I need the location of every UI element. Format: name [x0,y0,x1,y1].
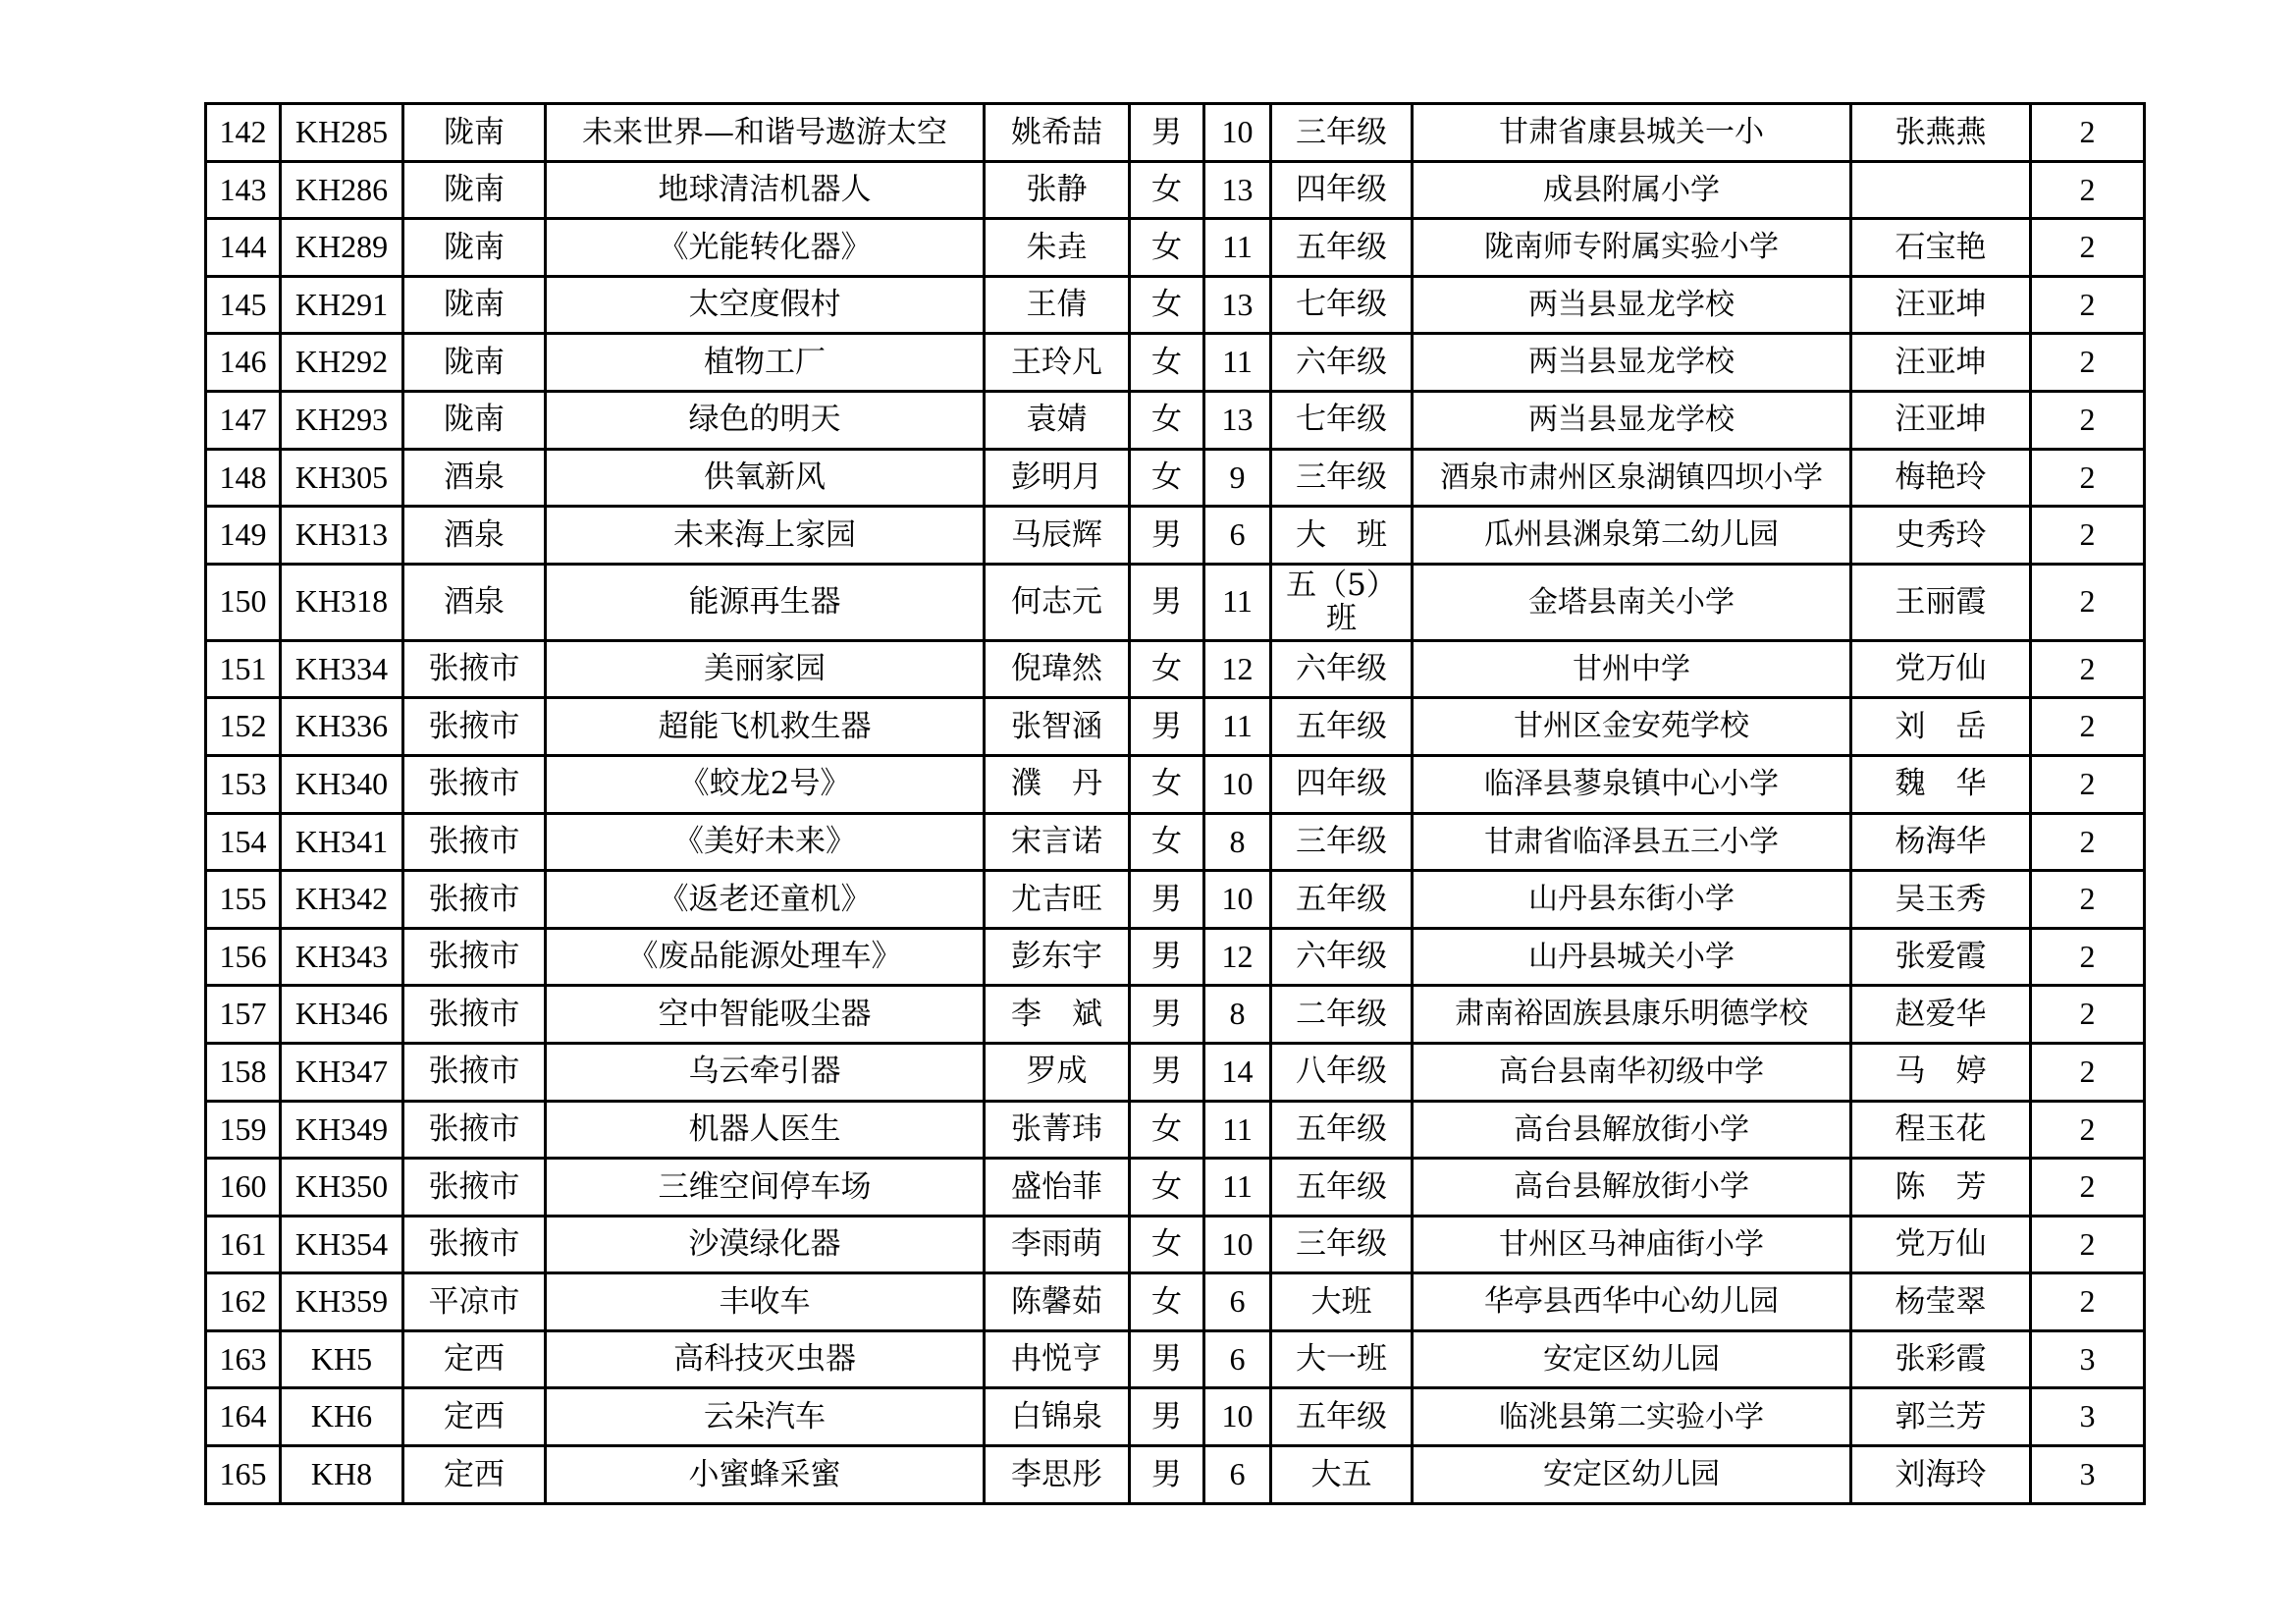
age-cell: 6 [1204,507,1271,565]
region-cell: 张掖市 [403,1043,546,1101]
student-name-cell: 倪瑋然 [985,640,1130,698]
entry-code-cell: KH318 [281,564,403,640]
work-title-cell: 能源再生器 [546,564,985,640]
entry-code-cell: KH8 [281,1446,403,1504]
region-cell: 张掖市 [403,928,546,986]
student-name-cell: 张静 [985,161,1130,219]
teacher-cell: 陈 芳 [1851,1159,2031,1217]
table-row [206,1216,2145,1273]
teacher-cell [1851,161,2031,219]
region-cell: 张掖市 [403,871,546,929]
student-name-cell: 李思彤 [985,1446,1130,1504]
award-level-cell: 2 [2031,1101,2145,1159]
table-row [206,449,2145,507]
region-cell: 陇南 [403,334,546,392]
grade-cell: 五年级 [1271,1159,1413,1217]
school-cell: 临泽县蓼泉镇中心小学 [1413,755,1851,813]
work-title-cell: 未来海上家园 [546,507,985,565]
teacher-cell: 魏 华 [1851,755,2031,813]
school-cell: 华亭县西华中心幼儿园 [1413,1273,1851,1331]
gender-cell: 女 [1130,334,1204,392]
row-number-cell: 155 [206,871,281,929]
school-cell: 成县附属小学 [1413,161,1851,219]
school-cell: 高台县解放街小学 [1413,1101,1851,1159]
gender-cell: 女 [1130,449,1204,507]
award-level-cell: 2 [2031,449,2145,507]
row-number-cell: 148 [206,449,281,507]
work-title-cell: 《美好未来》 [546,813,985,871]
gender-cell: 女 [1130,1159,1204,1217]
row-number-cell: 158 [206,1043,281,1101]
entry-code-cell: KH341 [281,813,403,871]
school-cell: 安定区幼儿园 [1413,1446,1851,1504]
age-cell: 12 [1204,928,1271,986]
entry-code-cell: KH6 [281,1388,403,1446]
grade-cell: 二年级 [1271,986,1413,1044]
student-name-cell: 姚希喆 [985,104,1130,162]
school-cell: 临洮县第二实验小学 [1413,1388,1851,1446]
entry-code-cell: KH291 [281,276,403,334]
region-cell: 张掖市 [403,698,546,756]
work-title-cell: 机器人医生 [546,1101,985,1159]
age-cell: 11 [1204,698,1271,756]
age-cell: 6 [1204,1446,1271,1504]
student-name-cell: 袁婧 [985,391,1130,449]
award-level-cell: 2 [2031,928,2145,986]
row-number-cell: 165 [206,1446,281,1504]
grade-cell: 五年级 [1271,1101,1413,1159]
award-level-cell: 2 [2031,986,2145,1044]
work-title-cell: 乌云牵引器 [546,1043,985,1101]
school-cell: 高台县解放街小学 [1413,1159,1851,1217]
award-level-cell: 2 [2031,813,2145,871]
row-number-cell: 160 [206,1159,281,1217]
work-title-cell: 小蜜蜂采蜜 [546,1446,985,1504]
table-row [206,928,2145,986]
student-name-cell: 白锦泉 [985,1388,1130,1446]
table-row [206,1101,2145,1159]
age-cell: 11 [1204,1159,1271,1217]
school-cell: 两当县显龙学校 [1413,334,1851,392]
school-cell: 甘肃省临泽县五三小学 [1413,813,1851,871]
gender-cell: 男 [1130,1388,1204,1446]
teacher-cell: 石宝艳 [1851,219,2031,277]
gender-cell: 女 [1130,813,1204,871]
award-level-cell: 2 [2031,564,2145,640]
gender-cell: 男 [1130,986,1204,1044]
work-title-cell: 云朵汽车 [546,1388,985,1446]
table-row [206,219,2145,277]
school-cell: 甘肃省康县城关一小 [1413,104,1851,162]
school-cell: 山丹县城关小学 [1413,928,1851,986]
grade-cell: 五年级 [1271,1388,1413,1446]
work-title-cell: 美丽家园 [546,640,985,698]
grade-cell: 七年级 [1271,391,1413,449]
award-level-cell: 2 [2031,871,2145,929]
award-level-cell: 2 [2031,755,2145,813]
award-level-cell: 2 [2031,104,2145,162]
gender-cell: 男 [1130,928,1204,986]
entry-code-cell: KH340 [281,755,403,813]
age-cell: 11 [1204,1101,1271,1159]
award-level-cell: 2 [2031,161,2145,219]
grade-cell: 大一班 [1271,1330,1413,1388]
region-cell: 陇南 [403,104,546,162]
row-number-cell: 154 [206,813,281,871]
teacher-cell: 程玉花 [1851,1101,2031,1159]
teacher-cell: 史秀玲 [1851,507,2031,565]
region-cell: 陇南 [403,219,546,277]
teacher-cell: 杨莹翠 [1851,1273,2031,1331]
entry-code-cell: KH334 [281,640,403,698]
age-cell: 14 [1204,1043,1271,1101]
teacher-cell: 刘 岳 [1851,698,2031,756]
row-number-cell: 145 [206,276,281,334]
table-row [206,813,2145,871]
table-row [206,640,2145,698]
teacher-cell: 杨海华 [1851,813,2031,871]
entry-code-cell: KH313 [281,507,403,565]
student-name-cell: 李雨萌 [985,1216,1130,1273]
award-level-cell: 2 [2031,334,2145,392]
grade-cell: 三年级 [1271,813,1413,871]
table-row [206,334,2145,392]
table-row [206,755,2145,813]
award-level-cell: 2 [2031,1043,2145,1101]
student-name-cell: 罗成 [985,1043,1130,1101]
student-name-cell: 陈馨茹 [985,1273,1130,1331]
teacher-cell: 汪亚坤 [1851,334,2031,392]
gender-cell: 女 [1130,1216,1204,1273]
age-cell: 12 [1204,640,1271,698]
work-title-cell: 太空度假村 [546,276,985,334]
teacher-cell: 赵爱华 [1851,986,2031,1044]
region-cell: 定西 [403,1330,546,1388]
row-number-cell: 161 [206,1216,281,1273]
grade-cell: 七年级 [1271,276,1413,334]
row-number-cell: 143 [206,161,281,219]
grade-cell: 八年级 [1271,1043,1413,1101]
award-level-cell: 3 [2031,1330,2145,1388]
age-cell: 8 [1204,813,1271,871]
student-name-cell: 何志元 [985,564,1130,640]
table-row [206,871,2145,929]
school-cell: 陇南师专附属实验小学 [1413,219,1851,277]
student-name-cell: 冉悦亨 [985,1330,1130,1388]
table-row [206,1159,2145,1217]
school-cell: 两当县显龙学校 [1413,391,1851,449]
age-cell: 10 [1204,1216,1271,1273]
age-cell: 11 [1204,219,1271,277]
entry-code-cell: KH285 [281,104,403,162]
entry-code-cell: KH354 [281,1216,403,1273]
award-level-cell: 2 [2031,698,2145,756]
work-title-cell: 《蛟龙2号》 [546,755,985,813]
work-title-cell: 未来世界—和谐号遨游太空 [546,104,985,162]
region-cell: 张掖市 [403,813,546,871]
row-number-cell: 147 [206,391,281,449]
entry-code-cell: KH292 [281,334,403,392]
teacher-cell: 汪亚坤 [1851,391,2031,449]
age-cell: 13 [1204,391,1271,449]
age-cell: 10 [1204,755,1271,813]
award-level-cell: 2 [2031,219,2145,277]
table-row [206,507,2145,565]
student-name-cell: 宋言诺 [985,813,1130,871]
region-cell: 酒泉 [403,449,546,507]
gender-cell: 女 [1130,276,1204,334]
work-title-cell: 丰收车 [546,1273,985,1331]
entry-code-cell: KH349 [281,1101,403,1159]
student-name-cell: 张菁玮 [985,1101,1130,1159]
row-number-cell: 149 [206,507,281,565]
gender-cell: 男 [1130,564,1204,640]
entry-code-cell: KH346 [281,986,403,1044]
row-number-cell: 151 [206,640,281,698]
grade-cell: 三年级 [1271,449,1413,507]
teacher-cell: 汪亚坤 [1851,276,2031,334]
work-title-cell: 《返老还童机》 [546,871,985,929]
gender-cell: 女 [1130,755,1204,813]
grade-cell: 大班 [1271,1273,1413,1331]
gender-cell: 男 [1130,698,1204,756]
student-name-cell: 尤吉旺 [985,871,1130,929]
region-cell: 平凉市 [403,1273,546,1331]
entry-code-cell: KH343 [281,928,403,986]
row-number-cell: 153 [206,755,281,813]
school-cell: 瓜州县渊泉第二幼儿园 [1413,507,1851,565]
work-title-cell: 《废品能源处理车》 [546,928,985,986]
student-name-cell: 盛怡菲 [985,1159,1130,1217]
school-cell: 两当县显龙学校 [1413,276,1851,334]
gender-cell: 男 [1130,1330,1204,1388]
row-number-cell: 157 [206,986,281,1044]
entry-code-cell: KH305 [281,449,403,507]
gender-cell: 男 [1130,1043,1204,1101]
age-cell: 10 [1204,871,1271,929]
age-cell: 10 [1204,1388,1271,1446]
award-roster-table [204,102,2146,1505]
student-name-cell: 李 斌 [985,986,1130,1044]
school-cell: 酒泉市肃州区泉湖镇四坝小学 [1413,449,1851,507]
table-row [206,1446,2145,1504]
entry-code-cell: KH347 [281,1043,403,1101]
work-title-cell: 《光能转化器》 [546,219,985,277]
entry-code-cell: KH5 [281,1330,403,1388]
entry-code-cell: KH336 [281,698,403,756]
student-name-cell: 濮 丹 [985,755,1130,813]
teacher-cell: 马 婷 [1851,1043,2031,1101]
gender-cell: 男 [1130,507,1204,565]
region-cell: 酒泉 [403,564,546,640]
work-title-cell: 沙漠绿化器 [546,1216,985,1273]
table-row [206,986,2145,1044]
entry-code-cell: KH289 [281,219,403,277]
age-cell: 11 [1204,334,1271,392]
gender-cell: 男 [1130,104,1204,162]
table-row [206,104,2145,162]
school-cell: 山丹县东街小学 [1413,871,1851,929]
row-number-cell: 162 [206,1273,281,1331]
work-title-cell: 绿色的明天 [546,391,985,449]
row-number-cell: 152 [206,698,281,756]
teacher-cell: 郭兰芳 [1851,1388,2031,1446]
award-level-cell: 2 [2031,640,2145,698]
gender-cell: 女 [1130,1273,1204,1331]
grade-cell: 六年级 [1271,928,1413,986]
entry-code-cell: KH359 [281,1273,403,1331]
grade-cell: 五年级 [1271,871,1413,929]
table-row [206,391,2145,449]
grade-cell: 六年级 [1271,334,1413,392]
work-title-cell: 三维空间停车场 [546,1159,985,1217]
age-cell: 13 [1204,276,1271,334]
age-cell: 9 [1204,449,1271,507]
region-cell: 张掖市 [403,1159,546,1217]
region-cell: 张掖市 [403,986,546,1044]
grade-cell: 大 班 [1271,507,1413,565]
teacher-cell: 张彩霞 [1851,1330,2031,1388]
award-level-cell: 2 [2031,1273,2145,1331]
region-cell: 酒泉 [403,507,546,565]
table-row [206,698,2145,756]
table-row [206,161,2145,219]
grade-cell: 五（5）班 [1271,564,1413,640]
work-title-cell: 地球清洁机器人 [546,161,985,219]
student-name-cell: 王玲凡 [985,334,1130,392]
award-level-cell: 2 [2031,507,2145,565]
work-title-cell: 高科技灭虫器 [546,1330,985,1388]
region-cell: 陇南 [403,276,546,334]
region-cell: 张掖市 [403,1101,546,1159]
teacher-cell: 吴玉秀 [1851,871,2031,929]
award-level-cell: 2 [2031,1216,2145,1273]
school-cell: 安定区幼儿园 [1413,1330,1851,1388]
award-level-cell: 2 [2031,1159,2145,1217]
gender-cell: 男 [1130,1446,1204,1504]
row-number-cell: 159 [206,1101,281,1159]
school-cell: 高台县南华初级中学 [1413,1043,1851,1101]
table-row [206,1273,2145,1331]
award-level-cell: 2 [2031,391,2145,449]
student-name-cell: 朱垚 [985,219,1130,277]
row-number-cell: 164 [206,1388,281,1446]
work-title-cell: 超能飞机救生器 [546,698,985,756]
gender-cell: 女 [1130,161,1204,219]
table-body [206,104,2145,1504]
region-cell: 陇南 [403,391,546,449]
gender-cell: 男 [1130,871,1204,929]
region-cell: 张掖市 [403,755,546,813]
gender-cell: 女 [1130,219,1204,277]
entry-code-cell: KH350 [281,1159,403,1217]
grade-cell: 四年级 [1271,161,1413,219]
region-cell: 张掖市 [403,640,546,698]
grade-cell: 四年级 [1271,755,1413,813]
table-row [206,564,2145,640]
gender-cell: 女 [1130,1101,1204,1159]
age-cell: 8 [1204,986,1271,1044]
grade-cell: 三年级 [1271,1216,1413,1273]
row-number-cell: 144 [206,219,281,277]
entry-code-cell: KH342 [281,871,403,929]
grade-cell: 五年级 [1271,219,1413,277]
grade-cell: 三年级 [1271,104,1413,162]
row-number-cell: 150 [206,564,281,640]
teacher-cell: 刘海玲 [1851,1446,2031,1504]
region-cell: 定西 [403,1446,546,1504]
award-level-cell: 3 [2031,1388,2145,1446]
grade-cell: 五年级 [1271,698,1413,756]
age-cell: 11 [1204,564,1271,640]
row-number-cell: 142 [206,104,281,162]
table-row [206,1330,2145,1388]
age-cell: 13 [1204,161,1271,219]
entry-code-cell: KH293 [281,391,403,449]
student-name-cell: 王倩 [985,276,1130,334]
row-number-cell: 146 [206,334,281,392]
teacher-cell: 党万仙 [1851,640,2031,698]
gender-cell: 女 [1130,640,1204,698]
age-cell: 6 [1204,1330,1271,1388]
school-cell: 肃南裕固族县康乐明德学校 [1413,986,1851,1044]
entry-code-cell: KH286 [281,161,403,219]
teacher-cell: 张爱霞 [1851,928,2031,986]
award-level-cell: 3 [2031,1446,2145,1504]
school-cell: 甘州区马神庙街小学 [1413,1216,1851,1273]
table-row [206,1043,2145,1101]
work-title-cell: 空中智能吸尘器 [546,986,985,1044]
work-title-cell: 植物工厂 [546,334,985,392]
age-cell: 6 [1204,1273,1271,1331]
gender-cell: 女 [1130,391,1204,449]
student-name-cell: 张智涵 [985,698,1130,756]
grade-cell: 六年级 [1271,640,1413,698]
teacher-cell: 梅艳玲 [1851,449,2031,507]
school-cell: 甘州中学 [1413,640,1851,698]
work-title-cell: 供氧新风 [546,449,985,507]
teacher-cell: 张燕燕 [1851,104,2031,162]
teacher-cell: 王丽霞 [1851,564,2031,640]
row-number-cell: 163 [206,1330,281,1388]
student-name-cell: 马辰辉 [985,507,1130,565]
teacher-cell: 党万仙 [1851,1216,2031,1273]
school-cell: 金塔县南关小学 [1413,564,1851,640]
table-row [206,276,2145,334]
region-cell: 定西 [403,1388,546,1446]
table-row [206,1388,2145,1446]
student-name-cell: 彭明月 [985,449,1130,507]
row-number-cell: 156 [206,928,281,986]
region-cell: 张掖市 [403,1216,546,1273]
student-name-cell: 彭东宇 [985,928,1130,986]
grade-cell: 大五 [1271,1446,1413,1504]
age-cell: 10 [1204,104,1271,162]
school-cell: 甘州区金安苑学校 [1413,698,1851,756]
award-level-cell: 2 [2031,276,2145,334]
region-cell: 陇南 [403,161,546,219]
